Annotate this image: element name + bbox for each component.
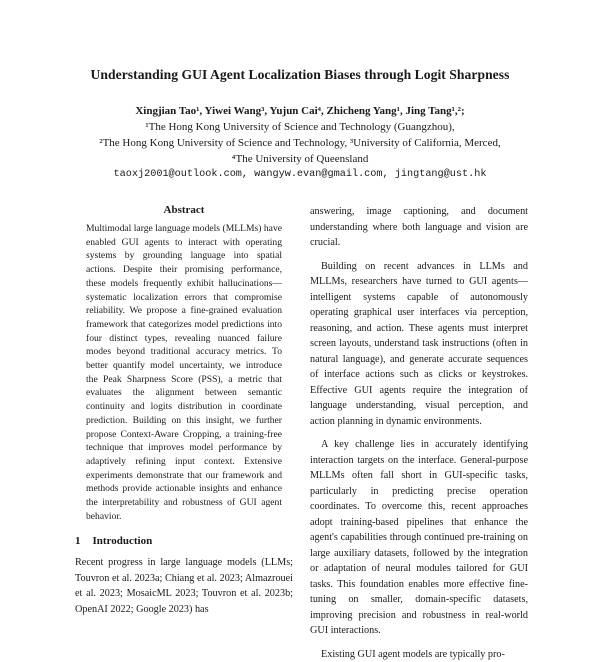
authors-block: [0, 103, 600, 183]
introduction-paragraph-3: A key challenge lies in accurately identifying interaction targets on the interface. General-purpose MLLMs often fall short in GUI-specific tasks, particularly in predicting precise operation coordinates. To overcome this, recent approaches adopt training-based pipelines that enhance the agent's capabilities through continued pre-training on large auxiliary datasets, followed by the integration or adaptation of neural modules tailored for GUI tasks. This foundation enables more effective fine-tuning on smaller, domain-specific datasets, improving precision and robustness in real-world GUI interactions.: [310, 437, 528, 639]
abstract-text: Multimodal large language models (MLLMs) have enabled GUI agents to interact with operating systems by grounding language into spatial actions. Despite their promising performance, these models frequently exhibit hallucinations—systematic localization errors that compromise reliability. We propose a fine-grained evaluation framework that categorizes model predictions into four distinct types, revealing nuanced failure modes beyond traditional accuracy metrics. To better quantify model uncertainty, we introduce the Peak Sharpness Score (PSS), a metric that evaluates the alignment between semantic continuity and logits distribution in coordinate prediction. Building on this insight, we further propose Context-Aware Cropping, a training-free technique that improves model performance by adaptively refining input context. Extensive experiments demonstrate that our framework and methods provide actionable insights and enhance the interpretability and robustness of GUI agent behavior.: [86, 222, 282, 523]
affiliation-line-1: ¹The Hong Kong University of Science and Technology (Guangzhou),: [0, 119, 600, 135]
affiliation-line-3: ⁴The University of Queensland: [0, 151, 600, 167]
right-column: [310, 204, 528, 662]
introduction-paragraph-1-continued: answering, image captioning, and document understanding where both language and vision are crucial.: [310, 204, 528, 251]
affiliation-line-2: ²The Hong Kong University of Science and Technology, ³University of California, Merced,: [0, 135, 600, 151]
section-number: 1: [75, 535, 81, 547]
author-list: Xingjian Tao¹, Yiwei Wang³, Yujun Cai⁴, Zhicheng Yang¹, Jing Tang¹,²;: [0, 103, 600, 119]
author-emails: taoxj2001@outlook.com, wangyw.evan@gmail.com, jingtang@ust.hk: [0, 167, 600, 183]
section-heading-introduction: [75, 535, 293, 547]
paper-title: Understanding GUI Agent Localization Biases through Logit Sharpness: [0, 67, 600, 83]
left-column: [75, 204, 293, 617]
introduction-paragraph-2: Building on recent advances in LLMs and MLLMs, researchers have turned to GUI agents—intelligent systems capable of autonomously operating graphical user interfaces via perception, reasoning, and action. These agents must interpret screen layouts, understand task instructions (often in natural language), and generate accurate sequences of interface actions such as clicks or keystrokes. Effective GUI agents require the integration of language understanding, visual perception, and action planning in dynamic environments.: [310, 259, 528, 430]
section-title: Introduction: [93, 535, 153, 547]
abstract-heading: Abstract: [75, 204, 293, 216]
introduction-paragraph-4: Existing GUI agent models are typically pro-: [310, 647, 528, 662]
introduction-paragraph-1: Recent progress in large language models (LLMs; Touvron et al. 2023a; Chiang et al. 2023; Almazrouei et al. 2023; MosaicML 2023; Touvron et al. 2023b; OpenAI 2022; Google 2023) has: [75, 555, 293, 617]
